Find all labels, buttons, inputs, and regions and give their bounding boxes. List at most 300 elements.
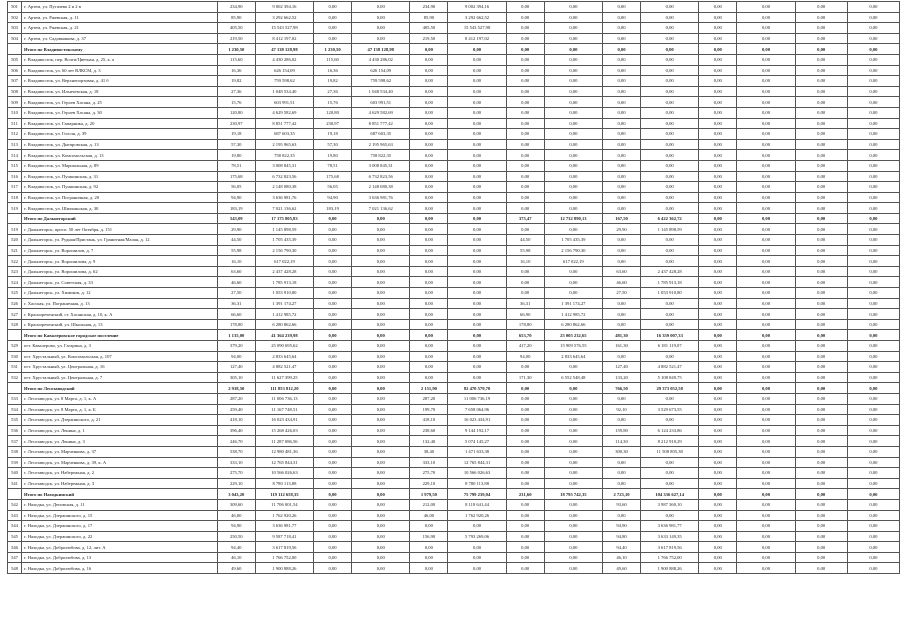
value-cell: 11 706 001,54 [255, 499, 313, 510]
value-cell: 1 230,50 [314, 44, 352, 55]
value-cell: 0,00 [314, 256, 352, 267]
value-cell: 8 412 197,02 [255, 33, 313, 44]
value-cell: 0,00 [795, 256, 847, 267]
value-cell: 0,00 [847, 245, 899, 256]
value-cell: 0,00 [699, 150, 737, 161]
address-cell: г. Артем, ул. Ржевская, д. 21 [22, 23, 218, 34]
value-cell: 1 053 910,80 [641, 288, 699, 299]
value-cell: 396,40 [217, 425, 255, 436]
value-cell: 111 853 812,20 [255, 383, 313, 394]
value-cell: 0,00 [641, 129, 699, 140]
value-cell: 0,00 [544, 542, 602, 553]
value-cell: 0,00 [795, 436, 847, 447]
value-cell: 0,00 [737, 404, 795, 415]
value-cell: 0,00 [699, 86, 737, 97]
value-cell: 0,00 [795, 319, 847, 330]
value-cell: 0,00 [699, 129, 737, 140]
value-cell: 0,00 [641, 150, 699, 161]
row-number-cell: 533 [8, 393, 22, 404]
value-cell: 0,00 [847, 44, 899, 55]
value-cell: 82 470 579,70 [448, 383, 506, 394]
value-cell: 0,00 [795, 425, 847, 436]
value-cell: 0,00 [448, 76, 506, 87]
value-cell: 5 074 145,27 [448, 436, 506, 447]
address-cell: г. Лесозаводск, ул. 8 Марта, д. 1, к. Б [22, 404, 218, 415]
value-cell: 0,00 [352, 478, 410, 489]
value-cell: 0,00 [314, 404, 352, 415]
row-number-cell: 548 [8, 563, 22, 574]
table-row [8, 235, 900, 246]
value-cell: 0,00 [410, 309, 448, 320]
value-cell: 0,00 [506, 65, 544, 76]
value-cell: 0,00 [737, 97, 795, 108]
value-cell: 159,80 [602, 425, 640, 436]
value-cell: 0,00 [410, 182, 448, 193]
value-cell: 238,60 [410, 425, 448, 436]
value-cell: 0,00 [641, 12, 699, 23]
address-cell: г. Находка, ул. Дзержинского, д. 15 [22, 510, 218, 521]
row-number-cell: 545 [8, 531, 22, 542]
value-cell: 0,00 [699, 97, 737, 108]
value-cell: 0,00 [352, 12, 410, 23]
value-cell: 0,00 [641, 478, 699, 489]
value-cell: 379,20 [217, 341, 255, 352]
value-cell: 0,00 [847, 224, 899, 235]
value-cell: 9 002 394,16 [255, 2, 313, 13]
value-cell: 0,00 [699, 319, 737, 330]
value-cell: 0,00 [699, 182, 737, 193]
value-cell: 29,90 [217, 224, 255, 235]
value-cell: 0,00 [544, 97, 602, 108]
value-cell: 0,00 [699, 118, 737, 129]
value-cell: 0,00 [795, 351, 847, 362]
value-cell: 0,00 [314, 245, 352, 256]
table-row [8, 372, 900, 383]
value-cell: 0,00 [544, 436, 602, 447]
value-cell: 300,30 [602, 446, 640, 457]
value-cell: 0,00 [352, 277, 410, 288]
value-cell: 0,00 [795, 478, 847, 489]
value-cell: 0,00 [602, 86, 640, 97]
value-cell: 44,50 [217, 235, 255, 246]
table-row [8, 150, 900, 161]
value-cell: 0,00 [699, 192, 737, 203]
value-cell: 0,00 [448, 319, 506, 330]
value-cell: 3 636 981,76 [255, 192, 313, 203]
value-cell: 0,00 [795, 65, 847, 76]
value-cell: 0,00 [737, 224, 795, 235]
value-cell: 0,00 [699, 468, 737, 479]
value-cell: 17 175 805,83 [255, 213, 313, 224]
value-cell: 259,40 [217, 404, 255, 415]
value-cell: 0,00 [448, 213, 506, 224]
value-cell: 0,00 [410, 76, 448, 87]
address-cell: г. Хасская, ул. Пограничная, д. 13 [22, 298, 218, 309]
row-number-cell: 542 [8, 499, 22, 510]
value-cell: 0,00 [641, 76, 699, 87]
value-cell: 0,00 [314, 415, 352, 426]
value-cell: 0,00 [847, 86, 899, 97]
table-row [8, 404, 900, 415]
value-cell: 12 765 844,31 [448, 457, 506, 468]
value-cell: 0,00 [314, 521, 352, 532]
row-number-cell [8, 330, 22, 341]
address-cell: г. Находка, ул. Деповская, д. 11 [22, 499, 218, 510]
value-cell: 305,10 [217, 372, 255, 383]
value-cell: 16,36 [217, 65, 255, 76]
value-cell: 9 587 718,41 [255, 531, 313, 542]
value-cell: 0,00 [602, 457, 640, 468]
value-cell: 0,00 [506, 404, 544, 415]
value-cell: 0,00 [506, 552, 544, 563]
value-cell: 0,00 [314, 2, 352, 13]
address-cell: г. Лесозаводск, ул. 8 Марта, д. 1, к. А [22, 393, 218, 404]
value-cell: 0,00 [410, 552, 448, 563]
value-cell: 0,00 [314, 425, 352, 436]
table-row [8, 97, 900, 108]
value-cell: 0,00 [448, 86, 506, 97]
value-cell: 246,70 [217, 436, 255, 447]
value-cell: 0,00 [699, 425, 737, 436]
value-cell: 0,00 [737, 330, 795, 341]
value-cell: 0,00 [410, 203, 448, 214]
value-cell: 0,00 [506, 457, 544, 468]
value-cell: 0,00 [352, 457, 410, 468]
address-cell: пгт. Хрустальный, ул. Комсомольская, д. 107 [22, 351, 218, 362]
value-cell: 0,00 [847, 521, 899, 532]
value-cell: 0,00 [506, 182, 544, 193]
value-cell: 0,00 [699, 256, 737, 267]
table-row [8, 298, 900, 309]
value-cell: 229,10 [217, 478, 255, 489]
address-cell: г. Находка, ул. Дзержинского, д. 22 [22, 531, 218, 542]
value-cell: 0,00 [352, 499, 410, 510]
value-cell: 0,00 [410, 171, 448, 182]
value-cell: 0,00 [737, 521, 795, 532]
value-cell: 0,00 [641, 171, 699, 182]
value-cell: 1 145 898,59 [641, 224, 699, 235]
value-cell: 0,00 [544, 521, 602, 532]
value-cell: 275,70 [217, 468, 255, 479]
value-cell: 1 762 920,26 [255, 510, 313, 521]
value-cell: 219,50 [410, 33, 448, 44]
value-cell: 0,00 [641, 192, 699, 203]
address-cell: г. Находка, ул. Добролюбова, д. 13 [22, 552, 218, 563]
value-cell: 156,90 [410, 531, 448, 542]
table-row [8, 12, 900, 23]
value-cell: 0,00 [699, 521, 737, 532]
value-cell: 231,60 [506, 489, 544, 500]
value-cell: 85,90 [410, 12, 448, 23]
value-cell: 0,00 [699, 330, 737, 341]
row-number-cell: 510 [8, 107, 22, 118]
value-cell: 1 785 913,18 [255, 277, 313, 288]
table-row [8, 139, 900, 150]
value-cell: 0,00 [448, 372, 506, 383]
value-cell: 5 108 849,75 [641, 372, 699, 383]
value-cell: 229,10 [410, 478, 448, 489]
value-cell: 0,00 [737, 118, 795, 129]
value-cell: 0,00 [641, 256, 699, 267]
address-cell: г. Дальнегорск, ул. Ворошилова, д. 9 [22, 256, 218, 267]
value-cell: 0,00 [314, 288, 352, 299]
value-cell: 0,00 [737, 192, 795, 203]
value-cell: 0,00 [795, 54, 847, 65]
value-cell: 617 022,19 [544, 256, 602, 267]
value-cell: 44,50 [506, 235, 544, 246]
address-cell: г. Владивосток, ул. Пушкинская, д. 92 [22, 182, 218, 193]
table-row [8, 468, 900, 479]
capital-repair-table [7, 1, 900, 574]
value-cell: 0,00 [314, 235, 352, 246]
value-cell: 63,60 [602, 266, 640, 277]
value-cell: 0,00 [847, 235, 899, 246]
value-cell: 4 430 286,02 [255, 54, 313, 65]
value-cell: 78,51 [217, 160, 255, 171]
value-cell: 0,00 [602, 2, 640, 13]
value-cell: 1 471 633,38 [448, 446, 506, 457]
value-cell: 759 598,62 [255, 76, 313, 87]
address-cell: г. Лесозаводск, ул. Марченкова, д. 39, к. А [22, 457, 218, 468]
value-cell: 0,00 [602, 107, 640, 118]
value-cell: 0,00 [314, 393, 352, 404]
value-cell: 0,00 [314, 298, 352, 309]
value-cell: 0,00 [737, 277, 795, 288]
value-cell: 27,50 [217, 288, 255, 299]
value-cell: 0,00 [352, 224, 410, 235]
row-number-cell: 528 [8, 319, 22, 330]
value-cell: 0,00 [641, 44, 699, 55]
value-cell: 0,00 [352, 425, 410, 436]
address-cell: г. Находка, ул. Добролюбова, д. 12, лит. А [22, 542, 218, 553]
value-cell: 0,00 [847, 65, 899, 76]
table-row [8, 107, 900, 118]
row-number-cell: 520 [8, 235, 22, 246]
value-cell: 0,00 [737, 372, 795, 383]
value-cell: 0,00 [699, 44, 737, 55]
address-cell: г. Находка, ул. Добролюбова, д. 16 [22, 563, 218, 574]
table-row [8, 86, 900, 97]
table-row [8, 362, 900, 373]
address-cell: г. Лесозаводск, ул. Марченкова, д. 37 [22, 446, 218, 457]
row-number-cell: 503 [8, 23, 22, 34]
value-cell: 0,00 [699, 107, 737, 118]
address-cell: г. Артем, ул. Пугачева 2 и 2 в [22, 2, 218, 13]
value-cell: 46,60 [217, 277, 255, 288]
value-cell: 0,00 [506, 129, 544, 140]
value-cell: 41 364 239,98 [255, 330, 313, 341]
row-number-cell: 519 [8, 203, 22, 214]
value-cell: 6 732 823,56 [352, 171, 410, 182]
value-cell: 0,00 [410, 150, 448, 161]
value-cell: 0,00 [352, 2, 410, 13]
value-cell: 15 909 576,55 [544, 341, 602, 352]
value-cell: 0,00 [314, 510, 352, 521]
value-cell: 0,00 [795, 44, 847, 55]
address-cell: г. Артем, ул. Ржевская, д. 11 [22, 12, 218, 23]
value-cell: 0,00 [314, 446, 352, 457]
value-cell: 0,00 [410, 54, 448, 65]
table-row [8, 192, 900, 203]
table-row [8, 521, 900, 532]
value-cell: 0,00 [544, 65, 602, 76]
value-cell: 0,00 [448, 44, 506, 55]
value-cell: 47 138 128,98 [352, 44, 410, 55]
value-cell: 0,00 [699, 277, 737, 288]
value-cell: 94,00 [506, 351, 544, 362]
value-cell: 3 633 149,35 [641, 531, 699, 542]
table-row [8, 65, 900, 76]
value-cell: 0,00 [448, 298, 506, 309]
value-cell: 0,00 [602, 160, 640, 171]
value-cell: 0,00 [847, 362, 899, 373]
value-cell: 0,00 [448, 129, 506, 140]
value-cell: 0,00 [699, 404, 737, 415]
table-row [8, 531, 900, 542]
value-cell: 3 636 981,76 [352, 192, 410, 203]
value-cell: 0,00 [847, 76, 899, 87]
value-cell: 0,00 [795, 2, 847, 13]
value-cell: 3 529 673,55 [641, 404, 699, 415]
value-cell: 11 167 748,51 [255, 404, 313, 415]
value-cell: 0,00 [506, 76, 544, 87]
value-cell: 0,00 [847, 531, 899, 542]
value-cell: 0,00 [352, 415, 410, 426]
value-cell: 0,00 [448, 97, 506, 108]
value-cell: 56,05 [314, 182, 352, 193]
value-cell: 687 603,35 [352, 129, 410, 140]
value-cell: 287,20 [217, 393, 255, 404]
value-cell: 0,00 [847, 330, 899, 341]
value-cell: 1 048 534,40 [352, 86, 410, 97]
value-cell: 0,00 [448, 224, 506, 235]
value-cell: 2 148 080,38 [352, 182, 410, 193]
value-cell: 0,00 [352, 383, 410, 394]
value-cell: 0,00 [506, 118, 544, 129]
value-cell: 0,00 [506, 160, 544, 171]
value-cell: 0,00 [795, 499, 847, 510]
table-row [8, 203, 900, 214]
value-cell: 0,00 [699, 478, 737, 489]
value-cell: 0,00 [699, 362, 737, 373]
value-cell: 178,80 [217, 319, 255, 330]
value-cell: 2 437 428,28 [255, 266, 313, 277]
value-cell: 0,00 [795, 489, 847, 500]
row-number-cell [8, 213, 22, 224]
value-cell: 2 833 645,64 [255, 351, 313, 362]
value-cell: 0,00 [352, 521, 410, 532]
value-cell: 11 006 736,19 [448, 393, 506, 404]
value-cell: 0,00 [737, 489, 795, 500]
value-cell: 56,05 [217, 182, 255, 193]
table-row [8, 256, 900, 267]
value-cell: 19,80 [217, 150, 255, 161]
value-cell: 0,00 [506, 12, 544, 23]
value-cell: 0,00 [352, 468, 410, 479]
value-cell: 0,00 [641, 107, 699, 118]
value-cell: 0,00 [699, 266, 737, 277]
value-cell: 2 723,10 [602, 489, 640, 500]
value-cell: 0,00 [699, 2, 737, 13]
value-cell: 0,00 [410, 521, 448, 532]
row-number-cell [8, 489, 22, 500]
value-cell: 4 430 286,02 [352, 54, 410, 65]
value-cell: 0,00 [795, 266, 847, 277]
value-cell: 0,00 [847, 393, 899, 404]
table-row [8, 160, 900, 171]
value-cell: 0,00 [847, 552, 899, 563]
value-cell: 0,00 [795, 531, 847, 542]
value-cell: 0,00 [699, 393, 737, 404]
address-cell: г. Владивосток, ул. Ильичевская, д. 18 [22, 86, 218, 97]
value-cell: 1 785 913,18 [641, 277, 699, 288]
value-cell: 234,90 [410, 2, 448, 13]
value-cell: 0,00 [847, 383, 899, 394]
value-cell: 178,80 [506, 319, 544, 330]
value-cell: 0,00 [314, 330, 352, 341]
value-cell: 0,00 [737, 203, 795, 214]
value-cell: 3 292 662,52 [255, 12, 313, 23]
value-cell: 0,00 [352, 404, 410, 415]
value-cell: 1 048 534,40 [255, 86, 313, 97]
table-row [8, 393, 900, 404]
value-cell: 55,98 [506, 245, 544, 256]
value-cell: 0,00 [352, 510, 410, 521]
table-row [8, 224, 900, 235]
value-cell: 0,00 [314, 351, 352, 362]
value-cell: 0,00 [410, 266, 448, 277]
value-cell: 0,00 [448, 235, 506, 246]
address-cell: г. Владивосток, ул. Верхнепортовая, д. 41 б [22, 76, 218, 87]
value-cell: 0,00 [602, 118, 640, 129]
value-cell: 8 412 197,02 [448, 33, 506, 44]
value-cell: 0,00 [847, 542, 899, 553]
value-cell: 0,00 [410, 129, 448, 140]
value-cell: 19,18 [314, 129, 352, 140]
value-cell: 183,19 [217, 203, 255, 214]
value-cell: 250,50 [217, 531, 255, 542]
row-number-cell: 508 [8, 86, 22, 97]
row-number-cell [8, 44, 22, 55]
value-cell: 1 135,00 [217, 330, 255, 341]
value-cell: 0,00 [352, 489, 410, 500]
value-cell: 2 156 790,30 [255, 245, 313, 256]
value-cell: 0,00 [544, 23, 602, 34]
value-cell: 0,00 [699, 160, 737, 171]
value-cell: 0,00 [699, 213, 737, 224]
value-cell: 0,00 [410, 351, 448, 362]
value-cell: 0,00 [410, 65, 448, 76]
table-row [8, 457, 900, 468]
value-cell: 3 617 819,56 [255, 542, 313, 553]
value-cell: 0,00 [699, 65, 737, 76]
value-cell: 0,00 [602, 23, 640, 34]
value-cell: 115,60 [314, 54, 352, 65]
value-cell: 0,00 [641, 309, 699, 320]
value-cell: 0,00 [448, 330, 506, 341]
value-cell: 0,00 [314, 531, 352, 542]
value-cell: 1 762 920,26 [448, 510, 506, 521]
value-cell: 0,00 [352, 330, 410, 341]
value-cell: 3 636 981,77 [641, 521, 699, 532]
table-row [8, 129, 900, 140]
address-cell: пгт. Хрустальный, ул. Центральная, д. 7 [22, 372, 218, 383]
row-number-cell: 531 [8, 362, 22, 373]
value-cell: 0,00 [795, 510, 847, 521]
value-cell: 0,00 [352, 245, 410, 256]
value-cell: 12 980 481,36 [255, 446, 313, 457]
value-cell: 418,10 [217, 415, 255, 426]
